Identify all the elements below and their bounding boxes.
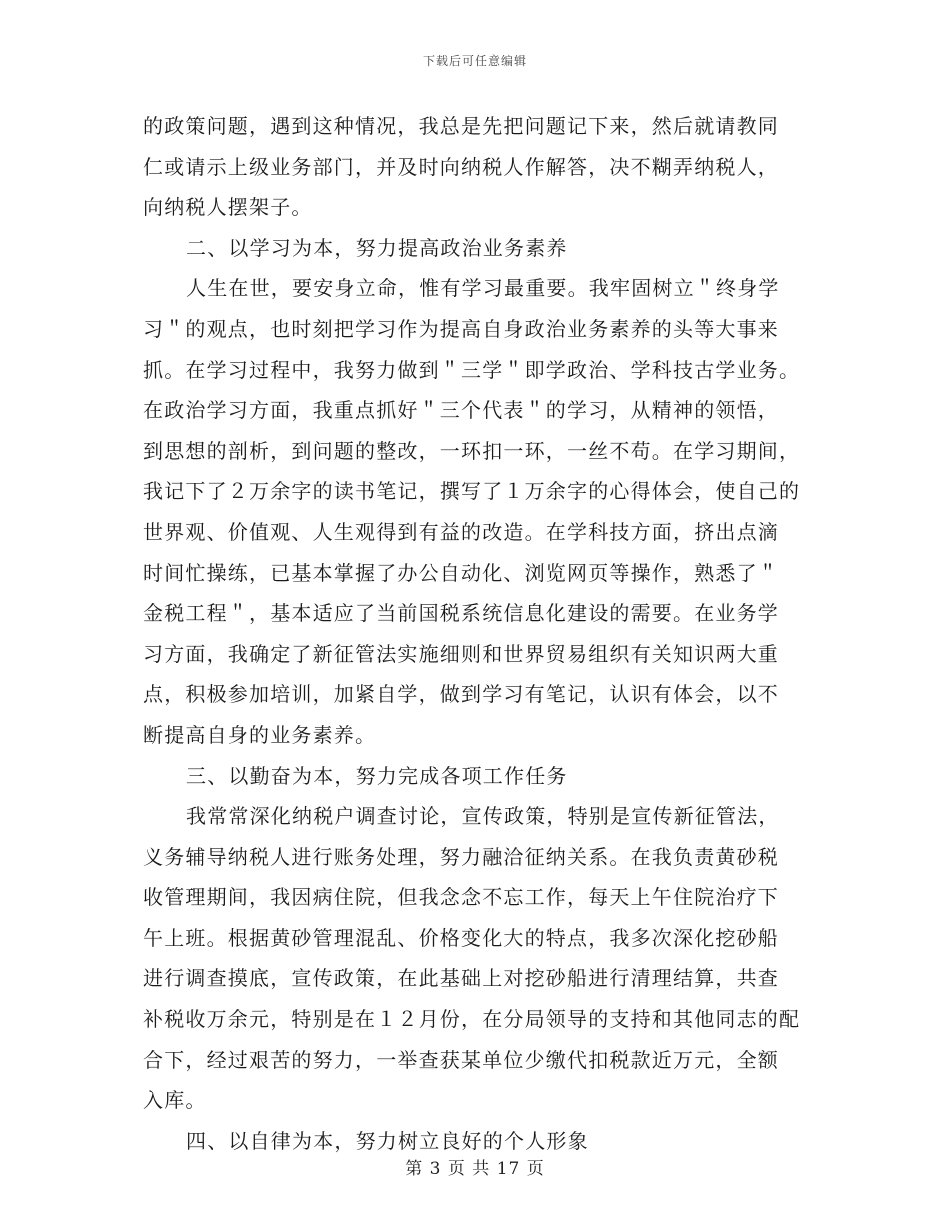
text-line: 二、以学习为本，努力提高政治业务素养	[186, 235, 568, 260]
text-line: 向纳税人摆架子。	[143, 195, 313, 220]
text-line: 的政策问题，遇到这种情况，我总是先把问题记下来，然后就请教同	[143, 114, 779, 138]
text-line: 入库。	[143, 1088, 207, 1113]
text-line: 午上班。根据黄砂管理混乱、价格变化大的特点，我多次深化挖砂船	[143, 925, 779, 950]
text-line: 进行调查摸底，宣传政策，在此基础上对挖砂船进行清理结算，共查	[143, 966, 779, 991]
text-line: 习＂的观点，也时刻把学习作为提高自身政治业务素养的头等大事来	[143, 316, 779, 341]
text-line: 合下，经过艰苦的努力，一举查获某单位少缴代扣税款近万元，全额	[143, 1047, 779, 1072]
text-line: 断提高自身的业务素养。	[143, 722, 377, 747]
text-line: 仁或请示上级业务部门，并及时向纳税人作解答，决不糊弄纳税人，	[143, 154, 779, 179]
text-line: 人生在世，要安身立命，惟有学习最重要。我牢固树立＂终身学	[186, 276, 780, 301]
text-line: 抓。在学习过程中，我努力做到＂三学＂即学政治、学科技古学业务。	[143, 357, 801, 382]
text-line: 习方面，我确定了新征管法实施细则和世界贸易组织有关知识两大重	[143, 641, 779, 666]
text-line: 在政治学习方面，我重点抓好＂三个代表＂的学习，从精神的领悟，	[143, 398, 779, 423]
page-number-footer: 第 3 页 共 17 页	[405, 1159, 545, 1179]
text-line: 点，积极参加培训，加紧自学，做到学习有笔记，认识有体会，以不	[143, 682, 779, 707]
text-line: 三、以勤奋为本，努力完成各项工作任务	[186, 763, 568, 788]
text-line: 四、以自律为本，努力树立良好的个人形象	[186, 1128, 589, 1153]
text-line: 我常常深化纳税户调查讨论，宣传政策，特别是宣传新征管法，	[186, 804, 780, 829]
text-line: 义务辅导纳税人进行账务处理，努力融洽征纳关系。在我负责黄砂税	[143, 844, 779, 869]
text-line: 金税工程＂，基本适应了当前国税系统信息化建设的需要。在业务学	[143, 601, 779, 626]
document-body	[143, 106, 811, 1161]
text-line: 到思想的剖析，到问题的整改，一环扣一环，一丝不苟。在学习期间，	[143, 438, 801, 463]
text-line: 时间忙操练，已基本掌握了办公自动化、浏览网页等操作，熟悉了＂	[143, 560, 779, 585]
text-line: 我记下了２万余字的读书笔记，撰写了１万余字的心得体会，使自己的	[143, 479, 801, 504]
text-line: 世界观、价值观、人生观得到有益的改造。在学科技方面，挤出点滴	[143, 519, 779, 544]
page-header: 下载后可任意编辑	[422, 54, 527, 68]
text-line: 补税收万余元，特别是在１２月份，在分局领导的支持和其他同志的配	[143, 1007, 801, 1032]
text-line: 收管理期间，我因病住院，但我念念不忘工作，每天上午住院治疗下	[143, 885, 779, 910]
